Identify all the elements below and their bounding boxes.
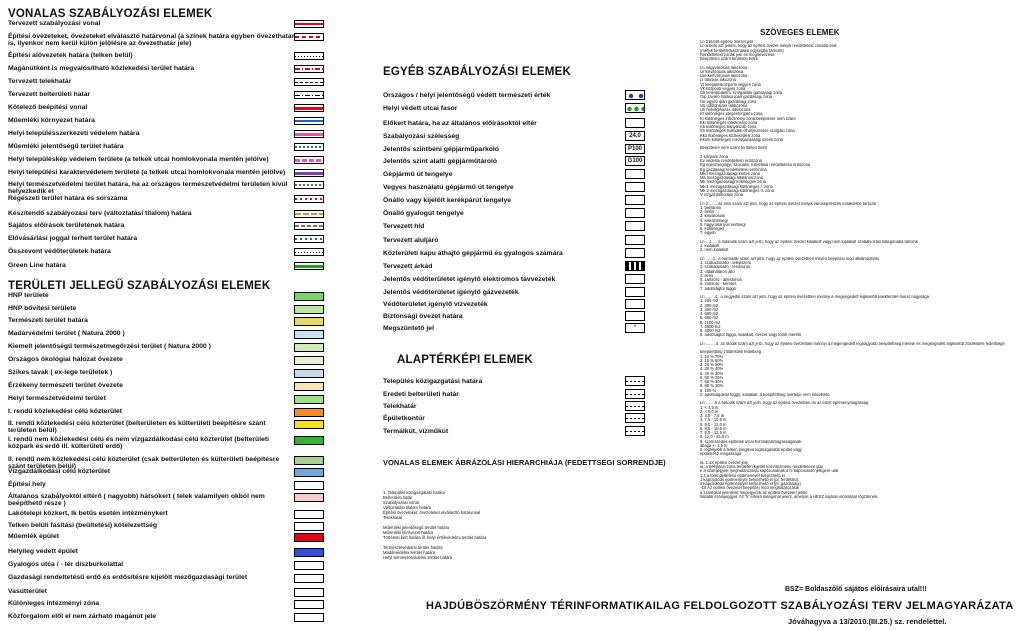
legend-label-teruleti: Természeti terület határa: [8, 317, 88, 324]
legend-label-vonalas: Tervezett szabályozási vonal: [8, 20, 101, 27]
hierarchy-item: Változtatási tilalom határa: [383, 505, 431, 510]
szoveges-line: 4. ikres: [700, 273, 714, 278]
legend-symbol-alap: [625, 413, 645, 423]
legend-fill-swatch: [294, 305, 324, 314]
szoveges-line: Lk kisvárosias lakózóna: [700, 69, 744, 74]
hierarchy-item: 1. Település közigazgatási határa: [383, 490, 445, 495]
legend-label-alap: Termálkút, vízműkút: [383, 428, 449, 435]
legend-symbol-egyeb: [625, 208, 645, 218]
szoveges-line: 7. 60 % 15%: [700, 380, 724, 384]
legend-fill-swatch: [294, 343, 324, 352]
legend-symbol-egyeb: [625, 195, 645, 205]
szoveges-line: 4. 30 % 40%: [700, 367, 724, 372]
legend-label-egyeb: Jelentős védőterületet igénylő gázvezeték: [383, 289, 519, 296]
legend-symbol-alap: [625, 389, 645, 399]
szoveges-line: 1. < 4,5 m: [700, 405, 719, 410]
legend-symbol-egyeb: [625, 169, 645, 179]
hierarchy-item: Műemléki környezet határa: [383, 530, 434, 535]
legend-label-egyeb: Tervezett híd: [383, 223, 425, 230]
legend-symbol-egyeb: G100: [625, 156, 645, 166]
szoveges-line: Vt településközponti vegyes zóna: [700, 82, 761, 87]
legend-label-teruleti: Helyileg védett épület: [8, 548, 78, 555]
szoveges-line: 1.4 a főrendeltetésű építménnyel helyezhető el: [700, 473, 785, 478]
legend-label-egyeb: Jelentős védőterületet igénylő elektromos távvezeték: [383, 276, 556, 283]
szoveges-line: 0. legfeljebb a telken meglévő legmagasabb épület vagy: [700, 448, 802, 452]
szoveges-line: 6. különleges: [700, 227, 725, 231]
legend-label-teruleti: Gazdasági rendeltetésű erdő és erdősítésre kijelölt mezőgazdasági terület: [8, 574, 248, 581]
szoveges-line: 2. 300 m2: [700, 303, 719, 308]
legend-fill-swatch: [294, 468, 324, 477]
szoveges-line: Má mezőgazdasági általános zóna: [700, 176, 764, 180]
szoveges-line: 2. szabadonálló - fésűsoros: [700, 265, 751, 270]
szoveges-line: Kkom különleges mezőgazdasági üzemi zóna: [700, 137, 784, 142]
legend-symbol: [294, 248, 324, 256]
legend-fill-swatch: [294, 481, 324, 490]
legend-label-teruleti: HNP bővítési területe: [8, 305, 77, 312]
legend-symbol: [294, 143, 324, 151]
hierarchy-item: Műemléki jelentőségű terület határa: [383, 525, 450, 530]
legend-symbol: [294, 91, 324, 99]
szoveges-line: 2 kapcsolódó építménnyel helyezhető el (pl. gazdasági): [700, 482, 801, 486]
legend-label-egyeb: Jelentős szintbeni gépjárműparkoló: [383, 146, 499, 153]
szoveges-line: 1 kapcsolódó építménnyel helyezhető el (pl. ferdefalú): [700, 477, 799, 482]
legend-label-vonalas: Műemléki környezet határa: [8, 117, 95, 124]
szoveges-line: 5. 9,0 - 12,0 m: [700, 422, 727, 427]
legend-label-teruleti: Vízgazdálkodási célú közterület: [8, 468, 110, 475]
szoveges-line: Ev védelmi rendeltetésű erdőzóna: [700, 159, 762, 163]
legend-label-egyeb: Önálló vagy kijelölt kerékpárút tengelye: [383, 197, 512, 204]
szoveges-line: 5. 40 % 30%: [700, 371, 724, 376]
szoveges-line: 8. 12,0 - 16,0 m: [700, 435, 729, 440]
szoveges-line: 2. nem kialakult: [700, 248, 729, 253]
legend-label-vonalas: Helyi természetvédelmi terület határa, ha az országos természetvédelmi területen kívül helyezkedik el: [8, 181, 288, 195]
legend-symbol: [294, 169, 324, 177]
legend-fill-swatch: [294, 522, 324, 531]
szoveges-line: eL a beépítési zóna területén kijelölt közintézmény rendeltetése utal: [700, 465, 823, 469]
legend-symbol-egyeb: [625, 103, 645, 113]
legend-symbol-egyeb: [625, 311, 645, 321]
szoveges-line: 5. hagyományos kertségi: [700, 222, 746, 227]
szoveges-line: 5. zártsorú - átfesfonos: [700, 278, 742, 282]
legend-label-alap: Telekhatár: [383, 403, 417, 410]
legend-fill-swatch: [294, 548, 324, 557]
legend-label-teruleti: Általános szabályoktól eltérő ( nagyobb) hátsókert ( telek valamilyen okból nem beépíthető része ): [8, 493, 265, 507]
legend-label-vonalas: Helyi települési karaktervédelem területe (a telkek utcai homlokvonala mentén jelölve): [8, 169, 286, 176]
legend-symbol-egyeb: 24,0: [625, 131, 645, 141]
szoveges-line: 2. 15 % 60%: [700, 358, 724, 363]
legend-symbol: [294, 210, 324, 218]
legend-fill-swatch: [294, 561, 324, 570]
hierarchy-item: Helyi természetvédelmi terület határa: [383, 555, 453, 560]
szoveges-line: 7. 9,0 - 12,5 m: [700, 431, 727, 435]
legend-label-egyeb: Tervezett aluljáró: [383, 237, 439, 244]
szoveges-line: átlaga +- 1,5 m: [700, 443, 728, 448]
legend-label-teruleti: Vasútterület: [8, 588, 47, 595]
szoveges-line: 6. 1100 m2: [700, 320, 721, 325]
legend-symbol-alap: [625, 376, 645, 386]
legend-fill-swatch: [294, 420, 324, 429]
legend-symbol: [294, 52, 324, 60]
legend-symbol-egyeb: [625, 287, 645, 297]
legend-label-teruleti: II. rendű nem közlekedési célú közterület (csak belterületen és külterületi beépítésre szánt területen belül): [8, 456, 280, 470]
legend-label-egyeb: Megszüntető jel: [383, 325, 434, 332]
szoveges-line: Eg gazdasági rendeltetésű erdőzóna: [700, 167, 767, 172]
hierarchy-item: Belterületi határ: [383, 495, 413, 500]
szoveges-line: 7. adottságtól függő: [700, 286, 736, 291]
section-heading-teruleti: TERÜLETI JELLEGŰ SZABÁLYOZÁSI ELEMEK: [8, 280, 271, 292]
legend-label-vonalas: Helyi településszerkezeti védelem határa: [8, 130, 140, 137]
legend-label-vonalas: Elővásárlási joggal terhelt terület határa: [8, 235, 138, 242]
legend-label-egyeb: Szabályozási szélesség: [383, 133, 460, 140]
szoveges-line: Z közpark zóna: [700, 154, 728, 159]
szoveges-line: Vk központi vegyes zóna: [700, 86, 746, 91]
legend-label-egyeb: Közterületi kapu áthajtó gépjármű és gyalogos számára: [383, 250, 563, 257]
legend-label-egyeb: Védőterületet igénylő vízvezeték: [383, 301, 488, 308]
hierarchy-item: Telekhatár: [383, 515, 403, 520]
middle-column: [383, 0, 683, 631]
szoveges-line: 3. 400 m2: [700, 307, 719, 312]
legend-fill-swatch: [294, 408, 324, 417]
legend-label-vonalas: Készítendő szabályozási terv (változtatási tilalom) határa: [8, 210, 192, 217]
section-heading-alap: ALAPTÉRKÉPI ELEMEK: [397, 354, 533, 366]
right-column: [700, 0, 1020, 600]
szoveges-line: Ln ......3.. a harmadik szám azt jelzi, hogy az építési övezetben milyen beépítési mód alkalmazható: [700, 256, 880, 261]
szoveges-line: Mko mezőgazdasági kertes zóna: [700, 171, 760, 176]
footer-approval: Jóváhagyva a 13/2010.(III.25.) sz. rendelettel.: [788, 617, 947, 626]
szoveges-line: Ge egyéb ipari gazdasági zóna: [700, 99, 757, 104]
legend-fill-swatch: [294, 493, 324, 502]
legend-label-vonalas: Építési övezeteket, övezeteket elválasztó határvonal (a színek határa egyben övezethatár is, ilyenkor nem kerül külön jelölésre az övezethatár jele): [8, 33, 295, 47]
legend-symbol-alap: [625, 401, 645, 411]
legend-label-alap: Eredeti belterületi határ: [383, 391, 459, 398]
szoveges-line: Üh hétvégiházas üdülőzóna: [700, 108, 751, 112]
legend-fill-swatch: [294, 456, 324, 465]
legend-label-vonalas: Építési alövezetek határa (telken belül): [8, 52, 133, 59]
szoveges-line: Mk 2 mezőgazdasági különleges II. zóna: [700, 188, 774, 193]
legend-symbol: [294, 33, 324, 41]
legend-symbol-egyeb: [625, 221, 645, 231]
szoveges-line: Ln ........4.. a negyedik szám azt jelzi, hogy az építési övezetben mennyi a megengedett legkisebb telekterület-méret nagysága: [700, 295, 929, 299]
szoveges-line: 9. 100 % -: [700, 388, 719, 393]
legend-fill-swatch: [294, 574, 324, 583]
legend-symbol: [294, 235, 324, 243]
legend-fill-swatch: [294, 317, 324, 326]
szoveges-line: 8. 80 % 10%: [700, 384, 724, 389]
szoveges-line: 4. 600 m2: [700, 312, 719, 316]
szoveges-line: 1. szabadonálló - telepszerű: [700, 261, 752, 265]
section-heading-szoveges: SZÖVEGES ELEMEK: [760, 28, 840, 37]
hierarchy-item: Történeti kert határa ill. helyi értékvédelmi terület határa: [383, 535, 487, 540]
szoveges-list: [700, 40, 1018, 499]
szoveges-line: Ln 2........ az első szám azt jelzi, hogy az építési övezet melyik városépítészeti karakterbe tartozik: [700, 201, 877, 206]
szoveges-line: 1. 200 m2: [700, 299, 719, 304]
szoveges-line: 2. belső: [700, 210, 715, 214]
section-heading-vonalas: VONALAS SZABÁLYOZÁSI ELEMEK: [8, 8, 213, 20]
szoveges-line: Gip zavaró hatású ipari gazdasági zóna: [700, 95, 772, 100]
szoveges-line: Kf különleges idegenforgalmi zóna: [700, 112, 763, 117]
legend-label-teruleti: I. rendű nem közlekedési célú és nem vízgazdálkodási célú közterület (belterületi közpark és erdő ill. külterületi erdő): [8, 436, 270, 450]
szoveges-line: eL 1.4X építési övezet jele: [700, 460, 748, 465]
szoveges-line: Ln a betű azt jelenti, hogy az építési övezet melyik rendeltetési zónába esik: [700, 44, 837, 49]
legend-fill-swatch: [294, 588, 324, 597]
szoveges-line: 5. 800 m2: [700, 316, 719, 321]
legend-symbol-egyeb: [625, 274, 645, 284]
legend-symbol: [294, 195, 324, 203]
szoveges-line: (melyik területfelhasználási egységbe tartozik): [700, 48, 784, 53]
szoveges-line: Mk mezőgazdasági különleges zóna: [700, 180, 766, 185]
legend-fill-swatch: [294, 356, 324, 365]
szoveges-line: 7. 2500 m2: [700, 324, 721, 329]
szoveges-line: Kki különleges intézményi zóna: [700, 120, 758, 125]
szoveges-line: hatodik számjeggyel. Az 'X' értékű kategórial jelent, amelyre a HÉSZ sajátos előírással rögzítenek.: [700, 494, 879, 499]
legend-label-teruleti: Gyalogos utca / - tér díszburkolattal: [8, 561, 124, 568]
szoveges-line: Eg egészségügyi, szociális, turisztikai rendeltetésű erdőzóna: [700, 163, 811, 168]
legend-label-egyeb: Országos / helyi jelentőségű védett természeti érték: [383, 92, 551, 99]
hierarchy-item: Építési övezeteket, övezeteket elválasztó határvonal: [383, 510, 481, 515]
legend-fill-swatch: [294, 613, 324, 622]
legend-label-egyeb: Helyi védett utcai fasor: [383, 105, 458, 112]
legend-label-vonalas: Összevont védőterületek határa: [8, 248, 111, 255]
legend-symbol: [294, 130, 324, 138]
legend-label-teruleti: Országos ökológiai hálózat övezete: [8, 356, 123, 363]
legend-label-teruleti: I. rendű közlekedési célú közterület: [8, 408, 123, 415]
szoveges-line: 0. adottságoktól függő, kialakult, a beépítettség mértéke nem növelhető: [700, 392, 830, 397]
legend-fill-swatch: [294, 330, 324, 339]
legend-label-teruleti: Kiemelt jelentőségű természetmegőrzési terület ( Natura 2000 ): [8, 343, 211, 350]
szoveges-line: 3. 20 % 50%: [700, 363, 724, 367]
legend-fill-swatch: [294, 382, 324, 391]
hierarchy-list: [383, 490, 486, 560]
legend-fill-swatch: [294, 436, 324, 445]
szoveges-line: beépítettség zöldfelületi fedettség: [700, 350, 761, 355]
szoveges-line: Lf falusias lakózóna: [700, 78, 736, 83]
legend-label-vonalas: Helyi településkép védelem területe (a telkek utcai homlokvonala mentén jelölve): [8, 156, 269, 163]
legend-label-egyeb: Jelentős szint alatti gépjárműtároló: [383, 158, 498, 165]
legend-label-vonalas: Tervezett belterületi határ: [8, 91, 91, 98]
szoveges-line: 6. 8,5 - 10,5 m: [700, 426, 727, 431]
szoveges-line: Kb különleges bányászati zóna: [700, 125, 757, 129]
legend-label-teruleti: Szikes tavak ( ex-lege területek ): [8, 369, 113, 376]
legend-symbol-egyeb: [625, 261, 645, 271]
legend-label-teruleti: Érzékeny természeti terület övezete: [8, 382, 123, 389]
legend-label-teruleti: Telken belüli fásítási (beültetési) kötelezettség: [8, 522, 158, 529]
legend-label-teruleti: Közforgalom elől el nem zárható magánút jele: [8, 613, 157, 620]
legend-symbol-egyeb: [625, 182, 645, 192]
legend-label-vonalas: Kötelező beépítési vonal: [8, 104, 88, 111]
legend-symbol-egyeb: [625, 90, 645, 100]
szoveges-line: Ln 216446 építési övezet jele: [700, 40, 754, 44]
legend-symbol: [294, 117, 324, 125]
szoveges-line: Kko különleges közlekedési zóna: [700, 133, 761, 138]
legend-label-teruleti: Helyi természetvédelmi terület: [8, 395, 106, 402]
szoveges-line: 9. adottságtól függő, kialakult, övezet vagy tömb mérető: [700, 333, 802, 338]
szoveges-line: 1. belvárosi: [700, 205, 721, 210]
legend-fill-swatch: [294, 533, 324, 542]
szoveges-line: Kh különleges hulladék elhelyezésére szolgáló zóna: [700, 129, 795, 134]
legend-label-vonalas: Green Line határa: [8, 262, 66, 269]
hierarchy-item: Természetvédelmi terület határa: [383, 545, 443, 550]
legend-symbol: [294, 181, 324, 189]
left-column: [8, 0, 298, 631]
szoveges-line: 6. zártsorú - keretes: [700, 282, 737, 287]
legend-fill-swatch: [294, 292, 324, 301]
szoveges-line: a számokat jelentése megegyezik az építési övezetet jelölő: [700, 490, 808, 495]
legend-label-teruleti: Lakótelepi közkert, lk betűs esetén intézménykert: [8, 510, 168, 517]
szoveges-line: Gk kereskedelmi, szolgáltató gazdasági zóna: [700, 91, 783, 95]
szoveges-line: 3. 4,5 - 7,5 m: [700, 414, 725, 418]
legend-label-teruleti: HNP területe: [8, 292, 49, 299]
szoveges-line: Üü üdülőházas üdülőzóna: [700, 103, 748, 108]
footer-title: HAJDÚBÖSZÖRMÉNY TÉRINFORMATIKAILAG FELDOLGOZOTT SZABÁLYOZÁSI TERV JELMAGYARÁZATA: [426, 600, 1014, 612]
szoveges-line: épületrész magassága: [700, 452, 742, 457]
legend-symbol: [294, 262, 324, 270]
szoveges-line: 4. kisközösségi: [700, 218, 728, 223]
legend-symbol: [294, 104, 324, 112]
legend-symbol-egyeb: [625, 248, 645, 258]
legend-label-teruleti: Műemlék épület: [8, 533, 59, 540]
legend-label-egyeb: Biztonsági övezet határa: [383, 313, 463, 320]
section-heading-hier: VONALAS ELEMEK ÁBRÁZOLÁSI HIERARCHIÁJA (FEDETTSÉGI SORRENDJE): [383, 458, 666, 467]
hierarchy-item: Madárvédelmi terület határa: [383, 550, 436, 555]
szoveges-line: V vízgazdálkodási zóna: [700, 193, 744, 197]
legend-symbol-egyeb: [625, 118, 645, 128]
legend-label-alap: Épületkontúr: [383, 415, 425, 422]
legend-symbol-egyeb: [625, 235, 645, 245]
szoveges-line: 1. kialakult: [700, 244, 720, 248]
footnote: BSZ= Boldaszőlő sajátos előírásaira utal!!!: [785, 586, 927, 593]
szoveges-line: Ln ...1..... a második szám azt jelzi, hogy az építési övezet kialakult vagy nem kialakult szabályozási kategóriába tartozik: [700, 239, 918, 244]
legend-label-vonalas: Régészeti terület határa és sorszáma: [8, 195, 128, 202]
szoveges-line: Ln .........4. az ötödik szám azt jelzi, hogy az építési övezetben mennyi a megengedett legnagyobb beépítettség mérete és megengedett legkisebb zöldfelületi fedettsége: [700, 341, 1005, 346]
szoveges-line: Ki különleges intézményi zóna beépítésre nem szánt: [700, 116, 796, 121]
legend-fill-swatch: [294, 510, 324, 519]
legend-label-egyeb: Gépjármű út tengelye: [383, 171, 453, 178]
szoveges-line: Rendeltetési zónák jele és megnevezése:: [700, 52, 776, 57]
legend-label-alap: Település közigazgatási határa: [383, 378, 483, 385]
legend-fill-swatch: [294, 395, 324, 404]
legend-symbol-alap: [625, 426, 645, 436]
szoveges-line: 3. oldalhatáron álló: [700, 269, 735, 274]
szoveges-line: e a számjegyek meghatározásai kapcsolódnak a II. kapcsolódó jelegére utal: [700, 469, 839, 474]
legend-label-vonalas: Magánútként is megvalósítható közlekedési terület határa: [8, 65, 195, 72]
legend-label-egyeb: Önálló gyalogút tengelye: [383, 210, 464, 217]
szoveges-line: Ln nagyvárosias lakózóna: [700, 65, 748, 70]
szoveges-line: 8. 4000 m2: [700, 329, 721, 333]
legend-symbol-egyeb: [625, 299, 645, 309]
szoveges-line: 1. 10 % 70%: [700, 354, 724, 359]
legend-label-vonalas: Tervezett telekhatár: [8, 78, 72, 85]
legend-fill-swatch: [294, 369, 324, 378]
szoveges-line: Beépítésre szánt területen belül: [700, 57, 758, 61]
szoveges-line: 7. egyéb: [700, 231, 716, 236]
legend-label-vonalas: Műemléki jelentőségű terület határa: [8, 143, 124, 150]
legend-symbol-egyeb: P100: [625, 144, 645, 154]
legend-symbol: [294, 156, 324, 164]
legend-symbol-egyeb: *: [625, 323, 645, 333]
szoveges-line: -4X Az építési övezetet beépítési mód meghatározásai: [700, 486, 799, 491]
legend-label-teruleti: Különleges intézményi zóna: [8, 600, 100, 607]
legend-symbol: [294, 78, 324, 86]
szoveges-line: Ln ........6 a hatodik szám azt jelzi, hogy az építési övezetben mi az előírt építménymagasság: [700, 401, 869, 406]
hierarchy-item: Szabályozási vonal: [383, 500, 419, 505]
szoveges-line: 3. kisvárosias: [700, 214, 725, 219]
legend-symbol: [294, 20, 324, 28]
szoveges-line: 2. < 6,0 m: [700, 409, 719, 414]
legend-label-vonalas: Sajátos előírások területének határa: [8, 222, 125, 229]
szoveges-line: 4. 7,5 - 10,5 m: [700, 418, 727, 423]
legend-symbol: [294, 222, 324, 230]
legend-label-teruleti: II. rendű közlekedési célú közterület (belterületen és külterületi beépítésre szánt területen belül): [8, 420, 266, 434]
szoveges-line: Mk 1 mezőgazdasági különleges I. zóna: [700, 184, 773, 189]
legend-fill-swatch: [294, 600, 324, 609]
legend-label-teruleti: Madárvédelmi terület ( Natura 2000 ): [8, 330, 125, 337]
legend-symbol: [294, 65, 324, 73]
szoveges-line: 6. 50 % 25%: [700, 375, 724, 380]
legend-label-teruleti: Építési hely: [8, 481, 46, 488]
legend-label-egyeb: Előkert határa, ha az általános előírásoktól eltér: [383, 120, 537, 127]
szoveges-line: Lke kertvárosias lakózóna: [700, 74, 748, 78]
szoveges-line: 9. szomszédos épületek utcai homlokzatmagasságának: [700, 439, 802, 444]
legend-label-egyeb: Tervezett árkád: [383, 263, 433, 270]
section-heading-egyeb: EGYÉB SZABÁLYOZÁSI ELEMEK: [383, 66, 571, 78]
szoveges-line: Beépítésre nem szánt területen belül: [700, 146, 767, 151]
legend-label-egyeb: Vegyes használatú gépjármű út tengelye: [383, 184, 514, 191]
